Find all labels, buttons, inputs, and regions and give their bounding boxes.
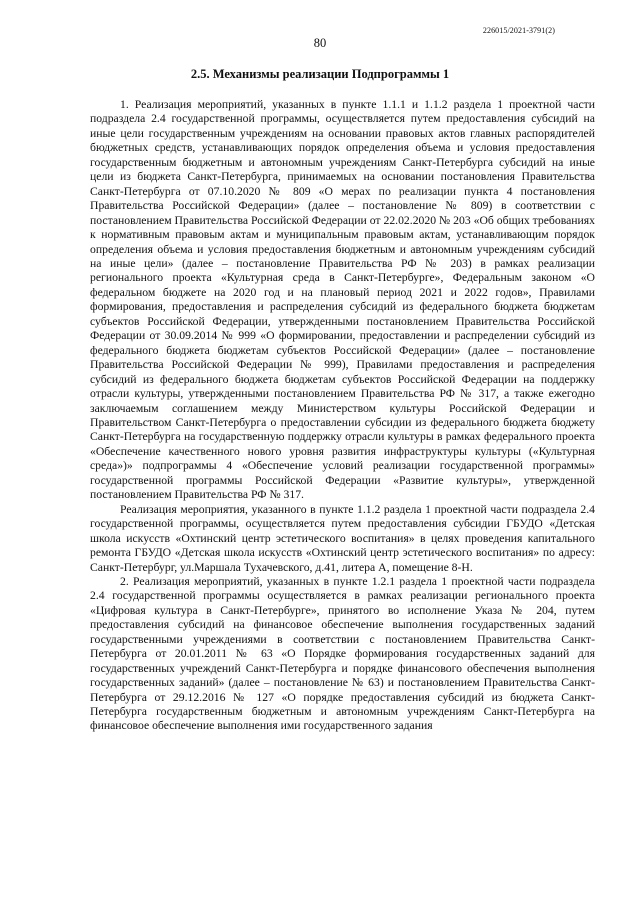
body-text xyxy=(90,98,595,734)
paragraph-1: 1. Реализация мероприятий, указанных в пункте 1.1.1 и 1.1.2 раздела 1 проектной части подраздела 2.4 государственной программы, осуществляется путем предоставления субсидий на иные цели государственным учреждениям на основании правовых актов главных распорядителей бюджетных средств, устанавливающих порядок определения объема и условия предоставления государственным бюджетным и автономным учреждениям Санкт-Петербурга субсидий на иные цели из бюджета Санкт-Петербурга, принимаемых на основании постановления Правительства Санкт-Петербурга от 07.10.2020 № 809 «О мерах по реализации пункта 4 постановления Правительства Российской Федерации» (далее – постановление № 809) в соответствии с постановлением Правительства Российской Федерации от 22.02.2020 № 203 «Об общих требованиях к нормативным правовым актам и муниципальным правовым актам, устанавливающим порядок определения объема и условия предоставления бюджетным и автономным учреждениям субсидий на иные цели» (далее – постановление Правительства РФ № 203) в рамках реализации регионального проекта «Культурная среда в Санкт-Петербурге», Федеральным законом «О федеральном бюджете на 2020 год и на плановый период 2021 и 2022 годов», Правилами формирования, предоставления и распределения субсидий из федерального бюджета бюджетам субъектов Российской Федерации, утвержденными постановлением Правительства Российской Федерации от 30.09.2014 № 999 «О формировании, предоставлении и распределении субсидий из федерального бюджета бюджетам субъектов Российской Федерации» (далее – постановление Правительства Российской Федерации № 999), Правилами предоставления и распределения субсидий из федерального бюджета бюджетам субъектов Российской Федерации на поддержку отрасли культуры, утвержденными постановлением Правительства РФ № 317, а также ежегодно заключаемым соглашением между Министерством культуры Российской Федерации и Правительством Санкт-Петербурга о предоставлении субсидии из федерального бюджета бюджету Санкт-Петербурга на государственную поддержку отрасли культуры в рамках федерального проекта «Обеспечение качественного нового уровня развития инфраструктуры культуры («Культурная среда»)» подпрограммы 4 «Обеспечение условий реализации государственной программы» государственной программы Российской Федерации «Развитие культуры», утвержденной постановлением Правительства РФ № 317. xyxy=(90,98,595,502)
section-title: 2.5. Механизмы реализации Подпрограммы 1 xyxy=(190,67,450,81)
document-registration-number: 226015/2021-3791(2) xyxy=(482,26,555,35)
paragraph-2: Реализация мероприятия, указанного в пункте 1.1.2 раздела 1 проектной части подраздела 2.4 государственной программы, осуществляется путем предоставления субсидии ГБУДО «Детская школа искусств «Охтинский центр эстетического воспитания» в целях проведения капитального ремонта ГБУДО «Детская школа искусств «Охтинский центр эстетического воспитания» по адресу: Санкт-Петербург, ул.Маршала Тухачевского, д.41, литера А, помещение 8-Н. xyxy=(90,502,595,574)
paragraph-3: 2. Реализация мероприятий, указанных в пункте 1.2.1 раздела 1 проектной части подраздела 2.4 государственной программы осуществляется в рамках реализации регионального проекта «Цифровая культура в Санкт-Петербурге», принятого во исполнение Указа № 204, путем предоставления субсидий на финансовое обеспечение выполнения государственных заданий государственными учреждениями в соответствии с постановлением Правительства Санкт-Петербурга от 20.01.2011 № 63 «О Порядке формирования государственных заданий для государственных учреждений Санкт-Петербурга и порядке финансового обеспечения выполнения государственных заданий» (далее – постановление № 63) и постановлением Правительства Санкт-Петербурга от 29.12.2016 № 127 «О порядке предоставления субсидий из бюджета Санкт-Петербурга государственным бюджетным и автономным учреждениям Санкт-Петербурга на финансовое обеспечение выполнения ими государственного задания xyxy=(90,574,595,733)
page-number: 80 xyxy=(313,36,327,50)
